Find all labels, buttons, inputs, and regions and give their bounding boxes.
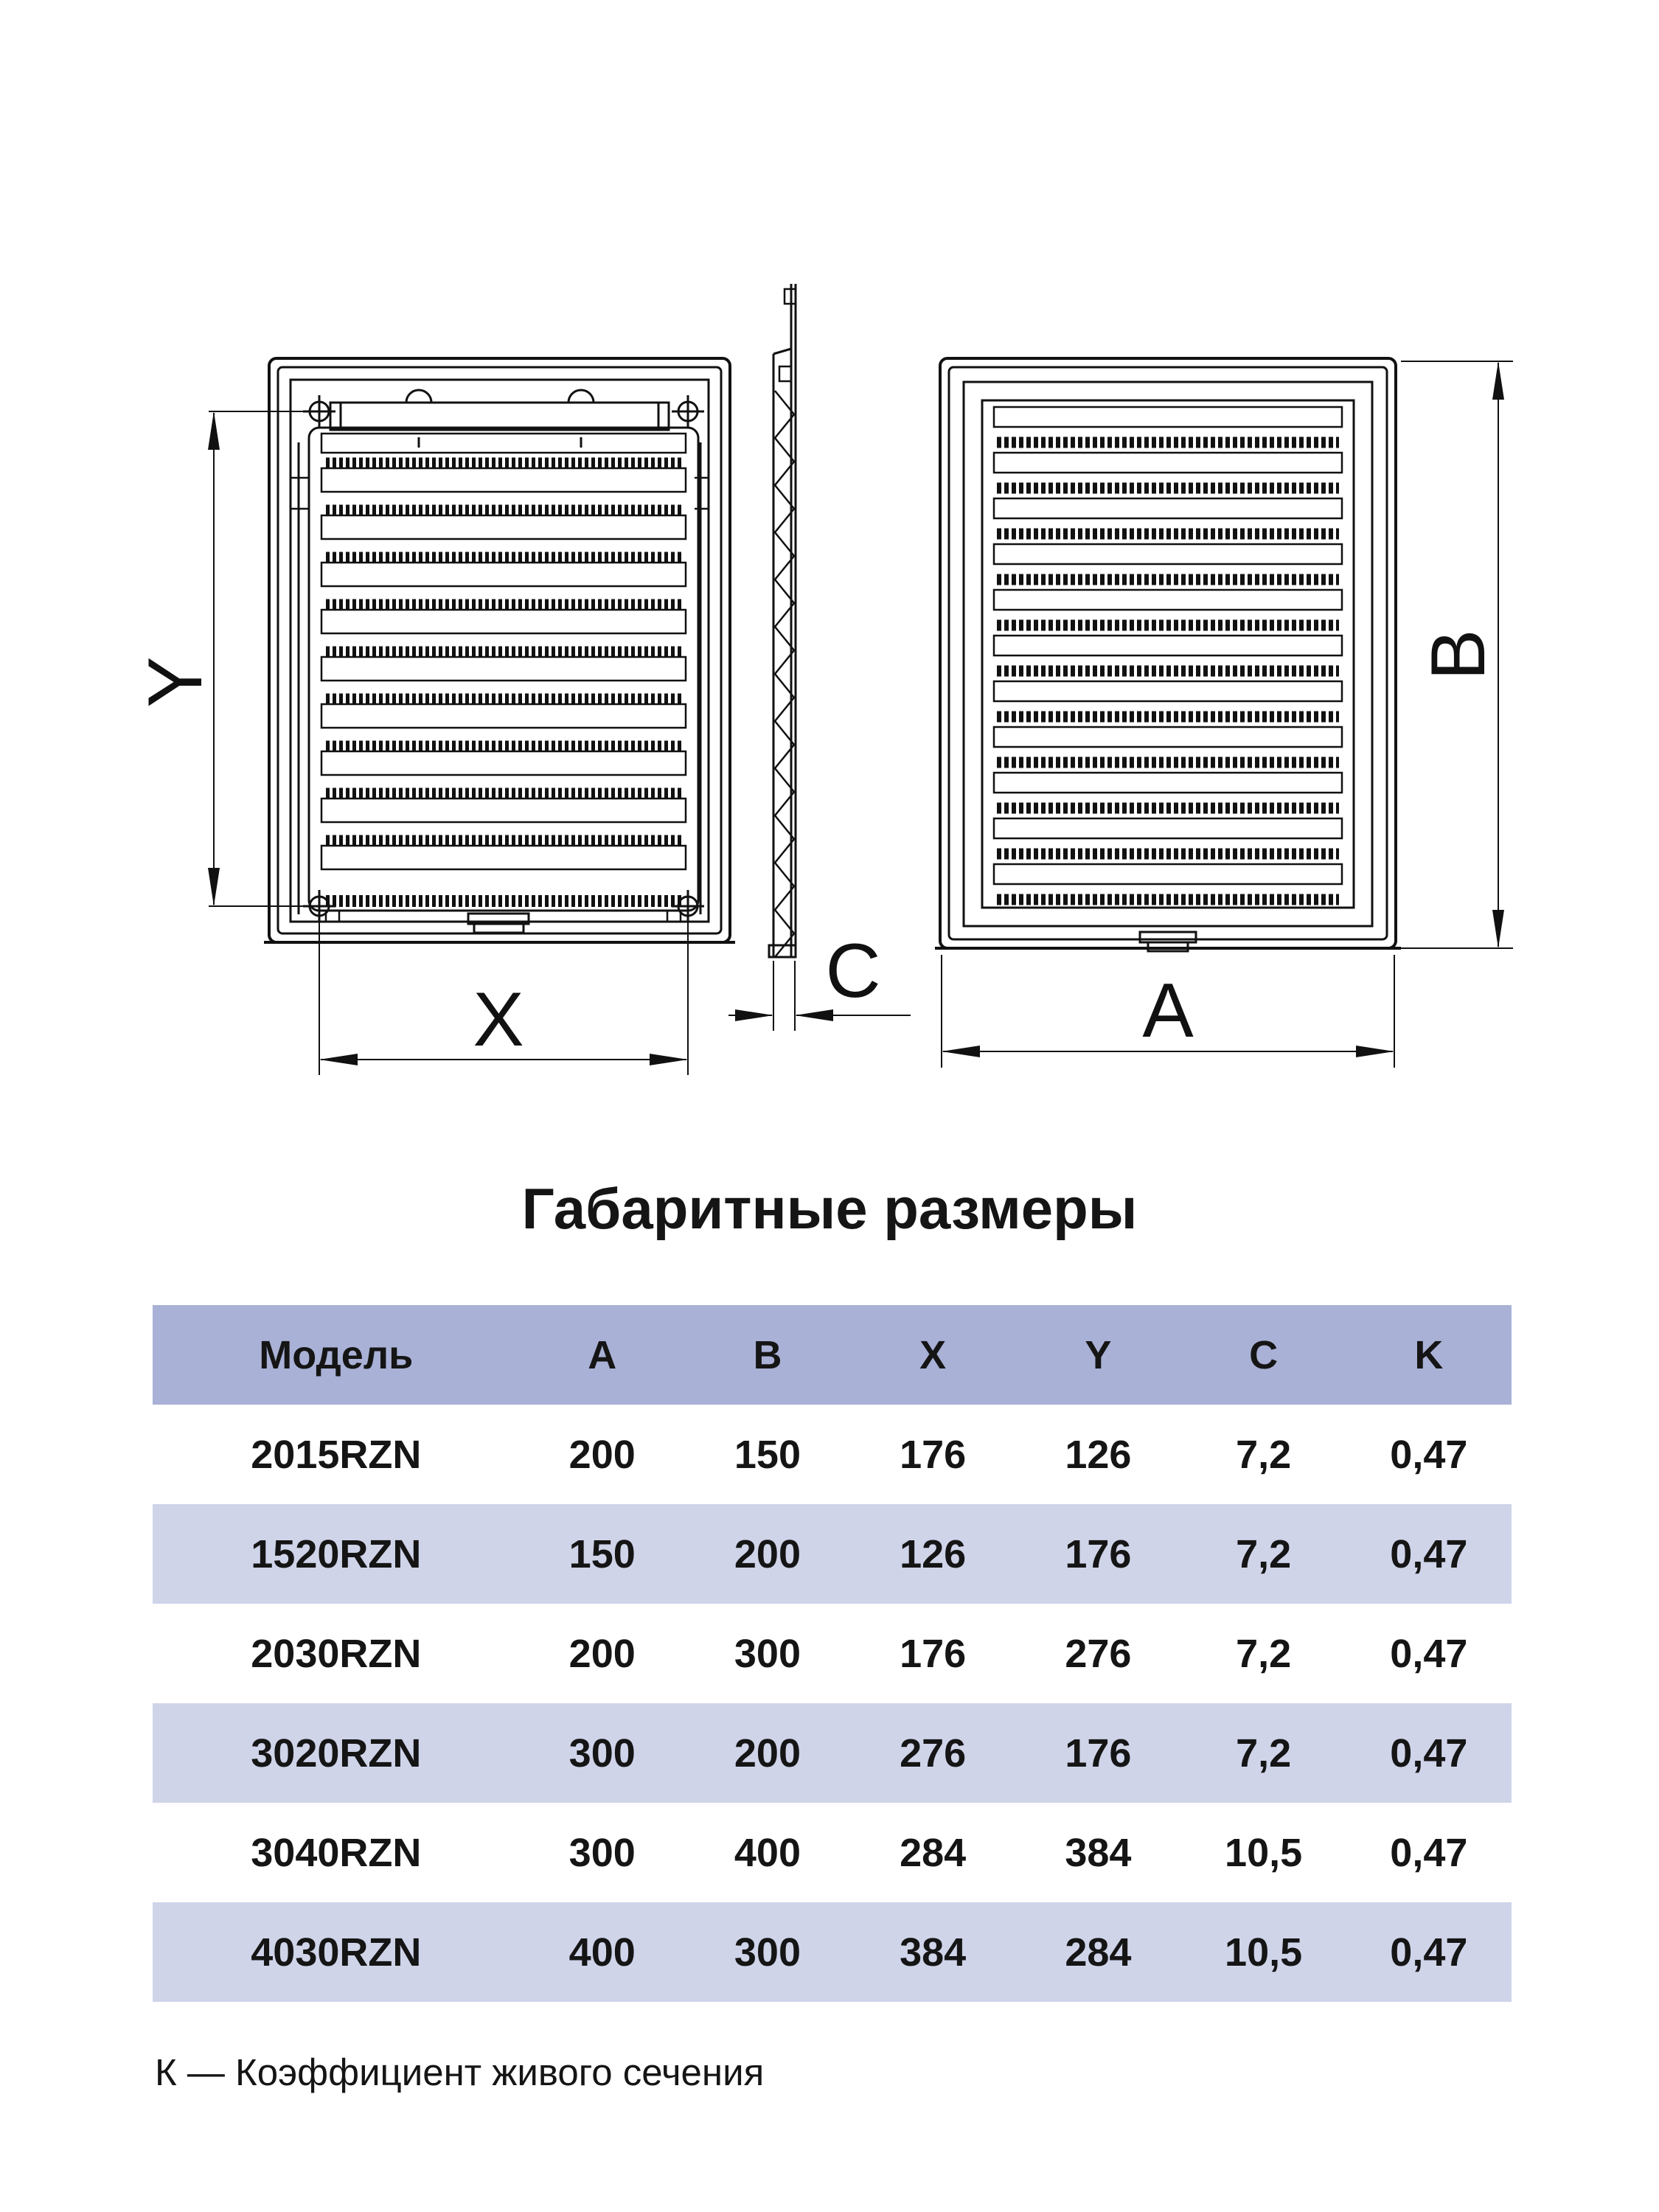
table-cell: 150 <box>734 1432 801 1477</box>
table-cell: 7,2 <box>1236 1531 1292 1576</box>
table-cell: 150 <box>568 1531 636 1576</box>
table-cell: 176 <box>1065 1731 1132 1775</box>
table-row <box>153 1405 1512 1504</box>
column-header: A <box>588 1332 617 1377</box>
column-header: K <box>1414 1332 1444 1377</box>
front-louver-slats <box>321 463 686 869</box>
table-cell: 0,47 <box>1390 1631 1468 1676</box>
footnote: К — Коэффициент живого сечения <box>155 2051 765 2093</box>
table-cell: 300 <box>734 1930 801 1975</box>
table-cell: 7,2 <box>1236 1631 1292 1676</box>
table-cell: 284 <box>900 1830 967 1875</box>
dimensions-table <box>153 1305 1512 2002</box>
dimension-a <box>942 955 1394 1068</box>
table-cell: 176 <box>900 1432 967 1477</box>
table-cell: 0,47 <box>1390 1432 1468 1477</box>
table-cell: 0,47 <box>1390 1930 1468 1975</box>
table-cell: 2030RZN <box>251 1631 422 1676</box>
table-cell: 200 <box>568 1631 636 1676</box>
clip-left <box>406 390 431 448</box>
back-louver-slats <box>994 407 1342 900</box>
column-header: B <box>753 1332 782 1377</box>
table-cell: 176 <box>1065 1531 1132 1576</box>
front-view-drawing <box>264 358 735 942</box>
clip-right <box>568 390 594 448</box>
screw-holes <box>303 395 704 922</box>
table-cell: 3040RZN <box>251 1830 422 1875</box>
column-header: Y <box>1085 1332 1112 1377</box>
dim-label-x: X <box>473 977 524 1062</box>
table-cell: 300 <box>568 1731 636 1775</box>
table-cell: 300 <box>568 1830 636 1875</box>
table-cell: 384 <box>1065 1830 1132 1875</box>
table-cell: 200 <box>568 1432 636 1477</box>
table-cell: 176 <box>900 1631 967 1676</box>
section-title: Габаритные размеры <box>521 1176 1138 1241</box>
table-cell: 1520RZN <box>251 1531 422 1576</box>
table-cell: 400 <box>734 1830 801 1875</box>
dim-label-y: Y <box>133 656 218 708</box>
table-cell: 0,47 <box>1390 1531 1468 1576</box>
table-cell: 126 <box>900 1531 967 1576</box>
table-row <box>153 1604 1512 1703</box>
dimension-y <box>133 411 333 906</box>
table-cell: 3020RZN <box>251 1731 422 1775</box>
table-cell: 200 <box>734 1531 801 1576</box>
column-header: X <box>919 1332 947 1377</box>
table-row <box>153 1803 1512 1902</box>
table-cell: 2015RZN <box>251 1432 422 1477</box>
back-view-drawing <box>935 358 1401 951</box>
side-view-drawing <box>769 284 796 957</box>
table-cell: 284 <box>1065 1930 1132 1975</box>
table-cell: 300 <box>734 1631 801 1676</box>
table-cell: 10,5 <box>1225 1930 1303 1975</box>
table-cell: 10,5 <box>1225 1830 1303 1875</box>
table-cell: 4030RZN <box>251 1930 422 1975</box>
table-row <box>153 1703 1512 1803</box>
column-header: C <box>1249 1332 1279 1377</box>
dimension-x <box>319 916 688 1075</box>
table-cell: 400 <box>568 1930 636 1975</box>
dimension-b <box>1401 361 1513 948</box>
dim-label-b: B <box>1416 629 1501 681</box>
column-header: Модель <box>259 1332 414 1377</box>
table-cell: 276 <box>900 1731 967 1775</box>
table-cell: 384 <box>900 1930 967 1975</box>
table-cell: 126 <box>1065 1432 1132 1477</box>
dimension-c <box>728 928 911 1031</box>
table-cell: 0,47 <box>1390 1830 1468 1875</box>
table-cell: 7,2 <box>1236 1731 1292 1775</box>
table-header-row <box>153 1305 1512 1405</box>
dim-label-c: C <box>825 928 881 1014</box>
table-cell: 7,2 <box>1236 1432 1292 1477</box>
table-cell: 276 <box>1065 1631 1132 1676</box>
table-cell: 200 <box>734 1731 801 1775</box>
table-row <box>153 1504 1512 1604</box>
table-row <box>153 1902 1512 2002</box>
dim-label-a: A <box>1142 968 1194 1054</box>
table-cell: 0,47 <box>1390 1731 1468 1775</box>
